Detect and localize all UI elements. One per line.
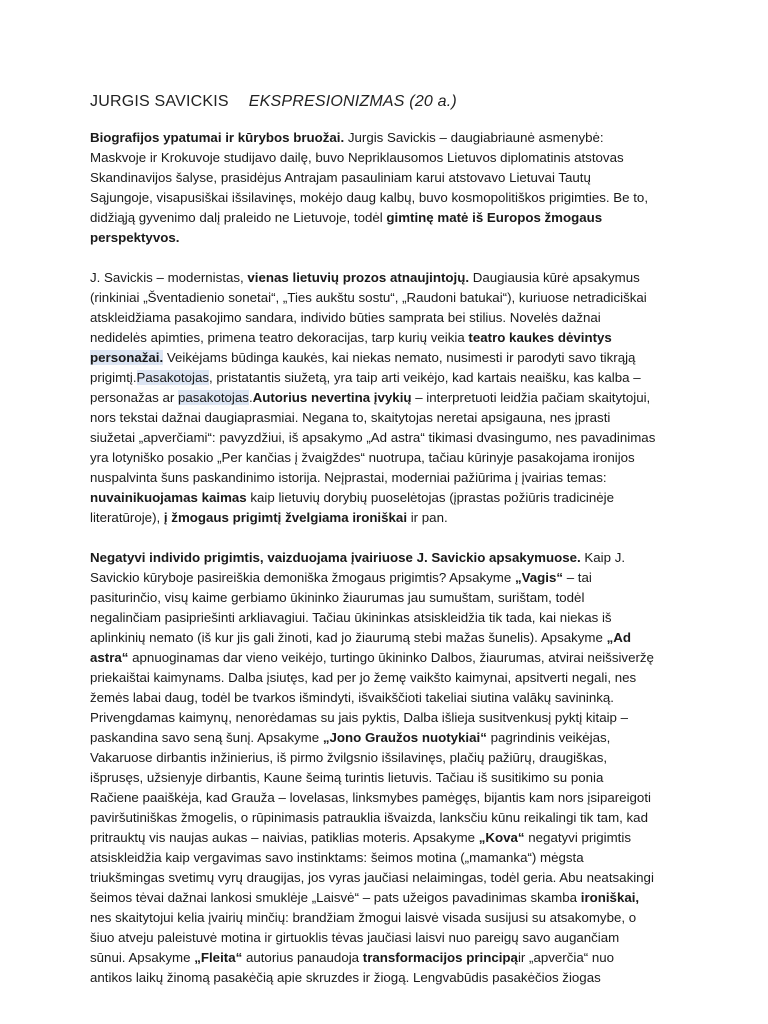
text-run: paviršutiniškas žmogelis, o rūpinimasis patrauklia išvaizda, lanksčiu kūnu reikalingi tik tam, kad [90, 810, 648, 825]
bold-text: gimtinę matė iš Europos žmogaus [386, 210, 603, 225]
text-run: personažas ar [90, 390, 178, 405]
text-run: kaip lietuvių dorybių puoselėtojas (įprastas požiūris tradicinėje [246, 490, 615, 505]
text-run: Sąjungoje, visapusiškai išsilavinęs, mokėjo daug kalbų, buvo kosmopolitiškos prigimties. Be to, [90, 190, 649, 205]
text-run: žemės labai daug, todėl be tvarkos išmindyti, išvaikščioti takeliai siutina valākų savininką. [90, 690, 614, 705]
text-run: antikos laikų žinomą pasakėčią apie skruzdes ir žiogą. Lengvabūdis pasakėčios žiogas [90, 970, 601, 985]
text-line [90, 128, 690, 148]
bold-text: „Ad [606, 630, 631, 645]
text-line [90, 608, 690, 628]
text-run: aplinkinių nemato (iš kur jis gali žinoti, kad jo žiaurumą stebi mažas šunelis). Apsakyme [90, 630, 607, 645]
text-run: paskandina savo seną šunį. Apsakyme [90, 730, 323, 745]
document-body [90, 128, 690, 988]
text-line [90, 368, 690, 388]
bold-text: „Fleita“ [194, 950, 243, 965]
bold-text: į žmogaus prigimtį žvelgiama ironiškai [163, 510, 408, 525]
text-run: , pristatantis siužetą, yra taip arti veikėjo, kad kartais neaišku, kas kalba – [209, 370, 641, 385]
title-author: JURGIS SAVICKIS [90, 93, 229, 110]
text-line [90, 808, 690, 828]
text-line [90, 648, 690, 668]
text-run: nors tekstai dažnai daugiaprasmiai. Negana to, skaitytojas neretai apsigauna, nes įprasti [90, 410, 611, 425]
text-run: Maskvoje ir Krokuvoje studijavo dailę, buvo Nepriklausomos Lietuvos diplomatinis atstovas [90, 150, 624, 165]
text-run: . [248, 390, 253, 405]
text-run: negalinčiam pasipriešinti arkliavagiui. Tačiau ūkininkas atsiskleidžia tik tada, kai niekas iš [90, 610, 612, 625]
text-line [90, 208, 690, 228]
bold-text: transformacijos principą [362, 950, 518, 965]
paragraph [90, 268, 690, 528]
text-line [90, 968, 690, 988]
text-run: Račiene paaiškėja, kad Grauža – lovelasas, linksmybes pamėgęs, bijantis kam nors įsipareigoti [90, 790, 651, 805]
bold-text: Autorius nevertina įvykių [252, 390, 412, 405]
text-run: atskleidžiama pasakojimo sandara, individo būties samprata bei stilius. Novelės dažnai [90, 310, 601, 325]
text-line [90, 588, 690, 608]
bold-text: „Jono Graužos nuotykiai“ [322, 730, 487, 745]
text-run: Jurgis Savickis – daugiabriaunė asmenybė: [344, 130, 604, 145]
bold-text: teatro kaukes dėvintys [468, 330, 612, 345]
text-run: Privengdamas kaimynų, nenorėdamas su jais pyktis, Dalba išlieja susitvenkusį pyktį kitaip – [90, 710, 629, 725]
bold-text: ironiškai, [580, 890, 640, 905]
text-run: atsiskleidžia kaip vergavimas savo instinktams: šeimos motina („mamanka“) mėgsta [90, 850, 584, 865]
text-run: ir pan. [407, 510, 448, 525]
text-run: (rinkiniai „Šventadienio sonetai“, „Ties aukštu sostu“, „Raudoni batukai“), kuriuose netradiciškai [90, 290, 647, 305]
text-line [90, 348, 690, 368]
document-title [90, 93, 457, 111]
text-line [90, 548, 690, 568]
text-run: Vakaruose dirbantis inžinierius, iš pirmo žvilgsnio išsilavinęs, plačių pažiūrų, draugiškas, [90, 750, 608, 765]
text-run: apnuoginamas dar vieno veikėjo, turtingo ūkininko Dalbos, žiaurumas, atvirai neišsiveržę [128, 650, 654, 665]
text-run: pagrindinis veikėjas, [486, 730, 611, 745]
bold-text: astra“ [90, 650, 129, 665]
text-run: yra lotyniško posakio „Per kančias į žvaigždes“ nuotrupa, tačiau kūrinyje pasakojama ironijos [90, 450, 635, 465]
text-run: autorius panaudoja [242, 950, 363, 965]
text-line [90, 448, 690, 468]
text-run: nes skaitytojui kelia įvairių minčių: brandžiam žmogui laisvė visada susijusi su atsakomybe, o [90, 910, 637, 925]
text-line [90, 928, 690, 948]
text-run: Skandinavijos šalyse, prasidėjus Antrajam pasauliniam karui atstovavo Lietuvai Tautų [90, 170, 591, 185]
text-line [90, 768, 690, 788]
text-run: negatyvi prigimtis [524, 830, 631, 845]
text-line [90, 728, 690, 748]
text-line [90, 188, 690, 208]
text-run: Savickio kūryboje pasireiškia demoniška žmogaus prigimtis? Apsakyme [90, 570, 515, 585]
bold-text: „Vagis“ [514, 570, 563, 585]
text-run: siužetai „apverčiami“: pavyzdžiui, iš apsakymo „Ad astra“ tikimasi dvasingumo, nes pavadinimas [90, 430, 656, 445]
text-line [90, 488, 690, 508]
bold-text: nuvainikuojamas kaimas [90, 490, 247, 505]
text-line [90, 328, 690, 348]
text-line [90, 568, 690, 588]
bold-text: Biografijos ypatumai ir kūrybos bruožai. [90, 130, 345, 145]
text-run: sūnui. Apsakyme [90, 950, 195, 965]
text-line [90, 148, 690, 168]
text-run: nedidelės apimties, primena teatro dekoracijas, tarp kurių veikia [90, 330, 469, 345]
bold-text: personažai. [90, 350, 164, 365]
text-line [90, 228, 690, 248]
text-line [90, 508, 690, 528]
text-line [90, 308, 690, 328]
text-run: J. Savickis – modernistas, [90, 270, 248, 285]
text-line [90, 428, 690, 448]
text-run: – tai [563, 570, 592, 585]
text-line [90, 628, 690, 648]
text-run: pasiturinčio, visų kaime gerbiamo ūkininko žiaurumas jau sumuštam, surištam, todėl [90, 590, 585, 605]
text-run: priekaištai kaimynams. Dalba įsiutęs, kad per jo žemę vaikšto kaimynai, apsitverti negali, nes [90, 670, 637, 685]
text-line [90, 688, 690, 708]
text-run: Veikėjams būdinga kaukės, kai niekas nemato, nusimesti ir parodyti savo tikrąją [163, 350, 636, 365]
text-run: šeimos tėvai dažnai lankosi smuklėje „Laisvė“ – pats užeigos pavadinimas skamba [90, 890, 581, 905]
text-line [90, 668, 690, 688]
text-line [90, 708, 690, 728]
text-line [90, 948, 690, 968]
text-line [90, 468, 690, 488]
text-run: šiuo atveju paleistuvė motina ir girtuoklis tėvas jaučiasi laisvi nuo pareigų savo augančiam [90, 930, 620, 945]
bold-text: „Kova“ [478, 830, 525, 845]
paragraph [90, 548, 690, 988]
text-run: prigimtį. [90, 370, 137, 385]
text-line [90, 388, 690, 408]
text-run: Daugiausia kūrė apsakymus [469, 270, 640, 285]
title-subtitle: EKSPRESIONIZMAS (20 a.) [248, 93, 457, 110]
text-run: ir „apverčia“ nuo [517, 950, 615, 965]
text-line [90, 868, 690, 888]
text-line [90, 288, 690, 308]
text-run: – interpretuoti leidžia pačiam skaitytojui, [411, 390, 651, 405]
text-run: pritrauktų vis naujas aukas – naivias, patiklias moteris. Apsakyme [90, 830, 479, 845]
text-run: didžiąją gyvenimo dalį praleido ne Lietuvoje, todėl [90, 210, 387, 225]
text-run: Kaip J. [580, 550, 626, 565]
text-run: nuspalvinta šuns paskandinimo istorija. Neįprastai, moderniai pažiūrima į įvairias temas: [90, 470, 607, 485]
text-line [90, 788, 690, 808]
text-run: Pasakotojas [136, 370, 209, 385]
paragraph [90, 128, 690, 248]
bold-text: perspektyvos. [90, 230, 180, 245]
text-line [90, 748, 690, 768]
text-line [90, 848, 690, 868]
text-line [90, 408, 690, 428]
text-run: išprusęs, užsienyje dirbantis, Kaune šeimą turintis lietuvis. Tačiau iš susitikimo su ponia [90, 770, 604, 785]
text-line [90, 908, 690, 928]
text-line [90, 888, 690, 908]
bold-text: vienas lietuvių prozos atnaujintojų. [247, 270, 470, 285]
text-line [90, 268, 690, 288]
text-line [90, 828, 690, 848]
bold-text: Negatyvi individo prigimtis, vaizduojama įvairiuose J. Savickio apsakymuose. [90, 550, 581, 565]
text-run: pasakotojas [177, 390, 249, 405]
text-run: triukšmingas svetimų vyrų draugijas, jos vyras jaučiasi nelaimingas, todėl geria. Abu neatsakingi [90, 870, 654, 885]
text-run: literatūroje), [90, 510, 164, 525]
text-line [90, 168, 690, 188]
